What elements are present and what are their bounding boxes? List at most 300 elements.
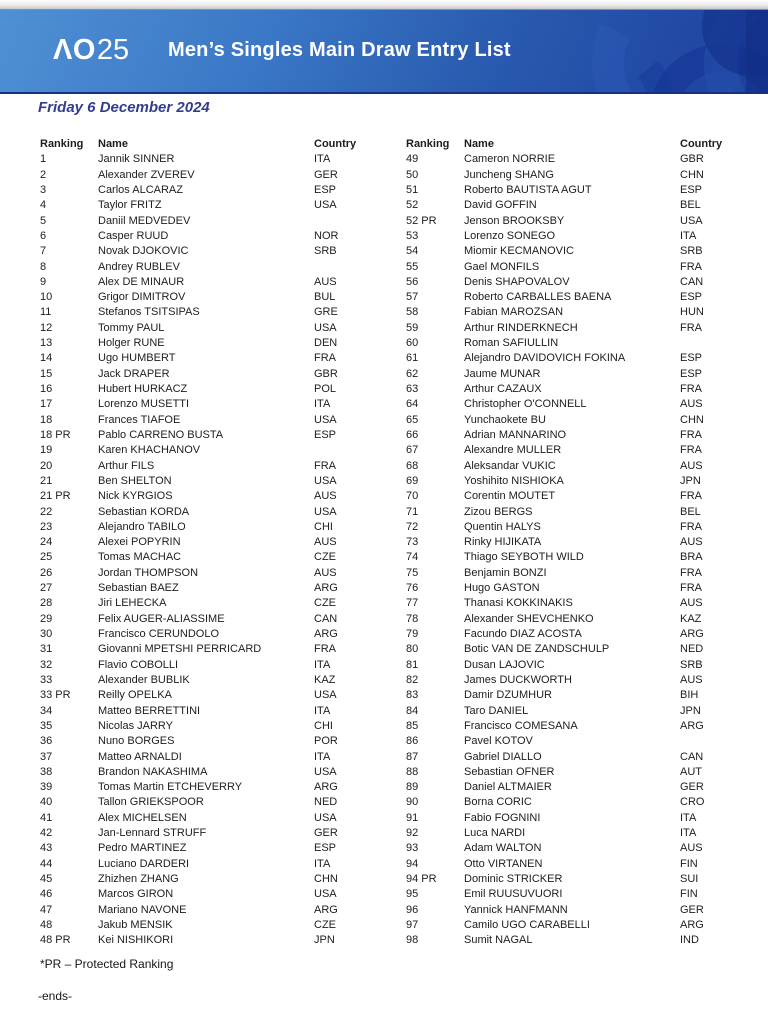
table-row: [40, 780, 372, 795]
table-row: [406, 290, 738, 305]
table-row: [406, 229, 738, 244]
cell-ranking: 47: [40, 903, 53, 916]
cell-country: GER: [314, 168, 338, 181]
cell-country: KAZ: [314, 673, 336, 686]
cell-ranking: 86: [406, 735, 419, 748]
cell-name: Facundo DIAZ ACOSTA: [464, 628, 582, 640]
cell-ranking: 70: [406, 490, 419, 503]
cell-country: BEL: [680, 505, 701, 518]
cell-name: Rinky HIJIKATA: [464, 536, 542, 549]
cell-country: SUI: [680, 873, 699, 885]
cell-country: AUS: [680, 673, 703, 686]
cell-name: Alexandre MULLER: [464, 444, 562, 457]
table-row: [406, 489, 738, 504]
cell-country: POL: [314, 383, 337, 395]
cell-country: NED: [314, 796, 338, 809]
table-row: [40, 229, 372, 244]
table-row: [40, 857, 372, 872]
cell-name: Jenson BROOKSBY: [464, 214, 565, 227]
cell-country: CHN: [314, 873, 338, 885]
cell-country: AUS: [314, 536, 337, 549]
table-row: [406, 198, 738, 213]
cell-name: Cameron NORRIE: [464, 153, 556, 166]
column-header-country: Country: [680, 138, 723, 150]
cell-country: USA: [314, 689, 337, 702]
table-row: [40, 244, 372, 259]
cell-ranking: 89: [406, 781, 419, 794]
cell-ranking: 57: [406, 291, 419, 304]
table-row: [406, 321, 738, 336]
cell-name: Ugo HUMBERT: [98, 352, 176, 365]
cell-name: Lorenzo SONEGO: [464, 229, 556, 242]
cell-ranking: 73: [406, 536, 419, 549]
cell-ranking: 59: [406, 321, 419, 334]
cell-country: AUS: [680, 459, 703, 472]
cell-country: AUS: [680, 536, 703, 549]
cell-country: CRO: [680, 796, 705, 809]
cell-country: BRA: [680, 551, 703, 564]
cell-country: CHN: [680, 413, 704, 426]
cell-ranking: 80: [406, 643, 419, 656]
cell-ranking: 49: [406, 153, 419, 166]
cell-ranking: 34: [40, 704, 53, 717]
cell-country: FRA: [680, 490, 702, 503]
cell-name: Carlos ALCARAZ: [98, 183, 183, 196]
ao25-logo: [53, 33, 130, 66]
cell-country: ITA: [314, 704, 331, 717]
cell-ranking: 66: [406, 428, 419, 441]
cell-ranking: 25: [40, 551, 53, 564]
cell-name: Arthur CAZAUX: [464, 383, 542, 395]
table-row: [406, 765, 738, 780]
cell-ranking: 87: [406, 750, 419, 763]
cell-country: CZE: [314, 597, 336, 610]
cell-country: FRA: [680, 520, 702, 533]
table-row: [406, 704, 738, 719]
cell-country: AUS: [314, 490, 337, 503]
cell-country: AUS: [314, 566, 337, 579]
cell-name: Botic VAN DE ZANDSCHULP: [464, 643, 610, 656]
cell-country: [314, 443, 372, 458]
cell-country: ARG: [314, 781, 338, 794]
cell-name: Alex MICHELSEN: [98, 811, 187, 824]
table-row: [40, 397, 372, 412]
cell-name: Pablo CARRENO BUSTA: [98, 428, 224, 441]
cell-ranking: 96: [406, 903, 419, 916]
cell-name: Aleksandar VUKIC: [464, 459, 556, 472]
cell-name: Marcos GIRON: [98, 888, 174, 901]
cell-ranking: 22: [40, 505, 53, 518]
table-row: [40, 612, 372, 627]
table-row: [406, 918, 738, 933]
cell-country: FRA: [680, 321, 702, 334]
table-row: [40, 581, 372, 596]
cell-ranking: 10: [40, 291, 53, 304]
cell-ranking: 94 PR: [406, 873, 437, 885]
cell-ranking: 36: [40, 735, 53, 748]
cell-name: Thiago SEYBOTH WILD: [464, 551, 584, 564]
cell-country: CHI: [314, 520, 333, 533]
table-row: [40, 474, 372, 489]
cell-name: David GOFFIN: [464, 199, 537, 212]
cell-country: GRE: [314, 306, 338, 319]
cell-name: Casper RUUD: [98, 229, 169, 242]
table-row: [406, 244, 738, 259]
cell-ranking: 33: [40, 673, 53, 686]
cell-country: ESP: [680, 367, 703, 380]
cell-ranking: 38: [40, 765, 53, 778]
table-row: [40, 658, 372, 673]
cell-ranking: 3: [40, 183, 47, 196]
cell-ranking: 4: [40, 199, 47, 212]
cell-ranking: 2: [40, 168, 47, 181]
cell-name: Zizou BERGS: [464, 505, 533, 518]
cell-ranking: 17: [40, 398, 53, 411]
cell-country: ESP: [680, 183, 703, 196]
cell-country: ARG: [680, 628, 704, 640]
cell-ranking: 97: [406, 918, 419, 931]
table-row: [40, 505, 372, 520]
cell-ranking: 77: [406, 597, 419, 610]
cell-name: Nick KYRGIOS: [98, 490, 173, 503]
cell-name: Luciano DARDERI: [98, 857, 190, 870]
table-row: [40, 152, 372, 167]
table-row: [40, 275, 372, 290]
cell-ranking: 79: [406, 628, 419, 640]
table-header-row: [40, 137, 372, 152]
page-title: Men’s Singles Main Draw Entry List: [168, 39, 511, 62]
cell-name: Roberto BAUTISTA AGUT: [464, 183, 592, 196]
cell-ranking: 63: [406, 383, 419, 395]
cell-country: [680, 336, 738, 351]
cell-name: Nuno BORGES: [98, 735, 175, 748]
cell-ranking: 58: [406, 306, 419, 319]
cell-name: Christopher O'CONNELL: [464, 398, 587, 411]
cell-name: Reilly OPELKA: [98, 689, 172, 702]
table-row: [40, 688, 372, 703]
column-header-name: Name: [98, 138, 128, 150]
cell-name: Jack DRAPER: [98, 367, 170, 380]
cell-name: Sebastian OFNER: [464, 765, 555, 778]
cell-name: Alexander BUBLIK: [98, 673, 190, 686]
cell-ranking: 51: [406, 183, 419, 196]
cell-country: USA: [314, 765, 337, 778]
column-header-name: Name: [464, 138, 494, 150]
cell-country: GBR: [680, 153, 704, 166]
cell-ranking: 61: [406, 352, 419, 365]
cell-ranking: 95: [406, 888, 419, 901]
table-row: [406, 520, 738, 535]
cell-country: USA: [314, 474, 337, 487]
cell-ranking: 56: [406, 275, 419, 288]
cell-ranking: 21 PR: [40, 490, 71, 503]
cell-ranking: 71: [406, 505, 419, 518]
cell-name: Matteo BERRETTINI: [98, 704, 201, 717]
cell-country: SRB: [680, 658, 703, 671]
cell-name: Sebastian KORDA: [98, 505, 190, 518]
cell-ranking: 93: [406, 842, 419, 855]
cell-country: NOR: [314, 229, 339, 242]
cell-ranking: 19: [40, 444, 53, 457]
cell-name: Tomas MACHAC: [98, 551, 182, 564]
table-row: [406, 750, 738, 765]
cell-country: FRA: [314, 643, 336, 656]
table-row: [406, 474, 738, 489]
cell-country: FRA: [314, 352, 336, 365]
cell-ranking: 39: [40, 781, 53, 794]
table-row: [40, 489, 372, 504]
cell-name: Holger RUNE: [98, 337, 165, 350]
cell-country: ESP: [314, 842, 337, 855]
table-row: [406, 397, 738, 412]
cell-country: IND: [680, 934, 699, 947]
table-row: [40, 290, 372, 305]
cell-ranking: 27: [40, 582, 53, 595]
cell-ranking: 33 PR: [40, 689, 71, 702]
cell-country: JPN: [680, 704, 701, 717]
table-row: [406, 688, 738, 703]
cell-country: ARG: [314, 628, 338, 640]
table-row: [406, 795, 738, 810]
cell-name: Hugo GASTON: [464, 582, 540, 595]
cell-ranking: 31: [40, 643, 53, 656]
table-row: [406, 367, 738, 382]
cell-ranking: 55: [406, 260, 419, 273]
cell-country: FIN: [680, 857, 698, 870]
cell-country: CAN: [680, 750, 704, 763]
cell-name: Flavio COBOLLI: [98, 658, 179, 671]
cell-country: AUT: [680, 765, 702, 778]
cell-name: Matteo ARNALDI: [98, 750, 182, 763]
cell-country: USA: [314, 888, 337, 901]
cell-name: Pedro MARTINEZ: [98, 842, 187, 855]
cell-country: FRA: [314, 459, 336, 472]
cell-ranking: 52 PR: [406, 214, 437, 227]
cell-ranking: 84: [406, 704, 419, 717]
cell-country: ARG: [680, 918, 704, 931]
cell-name: Jordan THOMPSON: [98, 566, 199, 579]
cell-ranking: 92: [406, 827, 419, 840]
cell-name: Nicolas JARRY: [98, 719, 173, 732]
cell-ranking: 90: [406, 796, 419, 809]
cell-name: Fabian MAROZSAN: [464, 306, 564, 319]
cell-country: BIH: [680, 689, 699, 702]
table-row: [406, 535, 738, 550]
table-row: [406, 841, 738, 856]
cell-ranking: 23: [40, 520, 53, 533]
cell-ranking: 29: [40, 612, 53, 625]
cell-ranking: 18: [40, 413, 53, 426]
cell-country: SRB: [314, 245, 337, 258]
cell-ranking: 20: [40, 459, 53, 472]
column-header-ranking: Ranking: [40, 138, 84, 150]
table-row: [406, 168, 738, 183]
table-row: [406, 811, 738, 826]
cell-country: ARG: [314, 903, 338, 916]
cell-country: USA: [680, 214, 703, 227]
cell-name: Gabriel DIALLO: [464, 750, 542, 763]
table-row: [406, 275, 738, 290]
cell-name: Sumit NAGAL: [464, 934, 533, 947]
cell-country: JPN: [680, 474, 701, 487]
cell-country: FRA: [680, 566, 702, 579]
table-row: [40, 305, 372, 320]
table-row: [406, 826, 738, 841]
cell-name: Luca NARDI: [464, 827, 526, 840]
cell-ranking: 76: [406, 582, 419, 595]
table-row: [40, 887, 372, 902]
table-row: [406, 857, 738, 872]
cell-ranking: 53: [406, 229, 419, 242]
cell-ranking: 42: [40, 827, 53, 840]
cell-ranking: 21: [40, 474, 53, 487]
cell-name: Frances TIAFOE: [98, 413, 181, 426]
table-row: [406, 627, 738, 642]
cell-country: NED: [680, 643, 704, 656]
cell-country: USA: [314, 811, 337, 824]
cell-name: Otto VIRTANEN: [464, 857, 543, 870]
table-row: [40, 765, 372, 780]
cell-name: Denis SHAPOVALOV: [464, 275, 570, 288]
table-row: [40, 168, 372, 183]
cell-name: Giovanni MPETSHI PERRICARD: [98, 643, 262, 656]
cell-country: CHN: [680, 168, 704, 181]
cell-ranking: 82: [406, 673, 419, 686]
cell-country: USA: [314, 505, 337, 518]
cell-name: Taro DANIEL: [464, 704, 529, 717]
cell-country: FIN: [680, 888, 698, 901]
cell-ranking: 72: [406, 520, 419, 533]
table-row: [406, 719, 738, 734]
cell-name: Sebastian BAEZ: [98, 582, 179, 595]
cell-name: Fabio FOGNINI: [464, 811, 541, 824]
column-header-country: Country: [314, 138, 357, 150]
cell-country: AUS: [680, 398, 703, 411]
entry-table-left: [40, 137, 372, 949]
cell-name: Daniel ALTMAIER: [464, 781, 552, 794]
cell-name: Jiri LEHECKA: [98, 597, 167, 610]
cell-country: BEL: [680, 199, 701, 212]
cell-name: Camilo UGO CARABELLI: [464, 918, 590, 931]
column-header-ranking: Ranking: [406, 138, 450, 150]
cell-name: Pavel KOTOV: [464, 735, 533, 748]
cell-ranking: 37: [40, 750, 53, 763]
cell-name: Francisco CERUNDOLO: [98, 628, 220, 640]
cell-ranking: 85: [406, 719, 419, 732]
cell-country: ITA: [680, 229, 697, 242]
cell-ranking: 65: [406, 413, 419, 426]
table-row: [40, 183, 372, 198]
table-row: [40, 367, 372, 382]
cell-ranking: 44: [40, 857, 53, 870]
table-row: [406, 642, 738, 657]
table-row: [406, 443, 738, 458]
table-row: [40, 903, 372, 918]
table-row: [406, 152, 738, 167]
cell-country: CAN: [314, 612, 338, 625]
cell-country: CAN: [680, 275, 704, 288]
banner: [0, 10, 768, 94]
cell-country: DEN: [314, 337, 338, 350]
cell-ranking: 67: [406, 444, 419, 457]
table-row: [406, 413, 738, 428]
pr-note: *PR – Protected Ranking: [40, 957, 174, 971]
cell-country: [314, 214, 372, 229]
cell-name: Arthur RINDERKNECH: [464, 321, 578, 334]
cell-ranking: 78: [406, 612, 419, 625]
cell-ranking: 52: [406, 199, 419, 212]
table-row: [40, 566, 372, 581]
cell-name: Francisco COMESANA: [464, 719, 578, 732]
table-row: [406, 581, 738, 596]
cell-country: USA: [314, 199, 337, 212]
cell-name: Grigor DIMITROV: [98, 291, 186, 304]
table-row: [40, 351, 372, 366]
cell-name: Yunchaokete BU: [464, 413, 546, 426]
table-row: [406, 428, 738, 443]
cell-country: USA: [314, 321, 337, 334]
cell-ranking: 7: [40, 245, 47, 258]
table-row: [40, 321, 372, 336]
cell-ranking: 26: [40, 566, 53, 579]
cell-name: Benjamin BONZI: [464, 566, 547, 579]
cell-ranking: 12: [40, 321, 53, 334]
top-strip: [0, 0, 768, 10]
table-row: [40, 750, 372, 765]
table-body-left: [40, 152, 372, 948]
cell-name: Adrian MANNARINO: [464, 428, 567, 441]
cell-name: Emil RUUSUVUORI: [464, 888, 563, 901]
ao-logo-letters: ΛO: [53, 33, 96, 66]
cell-ranking: 91: [406, 811, 419, 824]
cell-name: Tommy PAUL: [98, 321, 165, 334]
table-row: [40, 198, 372, 213]
cell-country: AUS: [314, 275, 337, 288]
table-row: [40, 520, 372, 535]
cell-name: Dusan LAJOVIC: [464, 658, 545, 671]
cell-ranking: 1: [40, 153, 47, 166]
table-row: [406, 673, 738, 688]
cell-ranking: 13: [40, 337, 53, 350]
cell-ranking: 41: [40, 811, 53, 824]
ao-logo-year: 25: [96, 33, 130, 66]
cell-name: Andrey RUBLEV: [98, 260, 180, 273]
table-row: [40, 918, 372, 933]
table-row: [40, 933, 372, 948]
table-row: [406, 658, 738, 673]
cell-country: ARG: [680, 719, 704, 732]
cell-name: Roman SAFIULLIN: [464, 337, 559, 350]
cell-name: Karen KHACHANOV: [98, 444, 201, 457]
cell-ranking: 8: [40, 260, 47, 273]
cell-country: GER: [314, 827, 338, 840]
table-row: [40, 627, 372, 642]
table-header-row: [406, 137, 738, 152]
cell-name: Stefanos TSITSIPAS: [98, 306, 200, 319]
cell-ranking: 28: [40, 597, 53, 610]
table-row: [406, 459, 738, 474]
cell-name: Roberto CARBALLES BAENA: [464, 291, 612, 304]
table-row: [40, 550, 372, 565]
table-row: [406, 336, 738, 351]
table-row: [40, 214, 372, 229]
cell-ranking: 68: [406, 459, 419, 472]
table-row: [40, 734, 372, 749]
table-row: [40, 841, 372, 856]
cell-country: FRA: [680, 444, 702, 457]
cell-ranking: 48: [40, 918, 53, 931]
cell-ranking: 40: [40, 796, 53, 809]
